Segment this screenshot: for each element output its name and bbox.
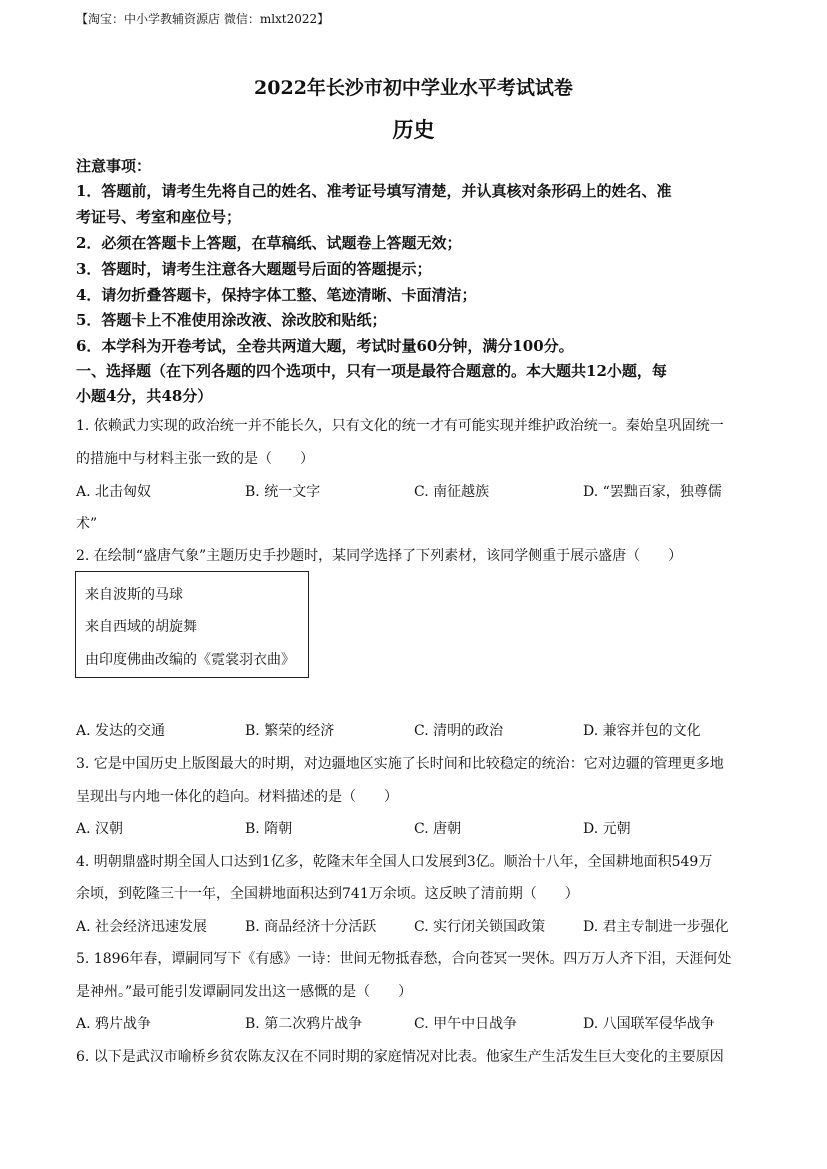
question-stem: 呈现出与内地一体化的趋向。材料描述的是（ ）: [76, 789, 398, 805]
material-item: 由印度佛曲改编的《霓裳羽衣曲》: [85, 652, 295, 668]
option-d: D. 八国联军侵华战争: [583, 1016, 715, 1032]
option-d: D. 兼容并包的文化: [583, 723, 701, 739]
notice-item: 3．答题时，请考生注意各大题题号后面的答题提示；: [76, 260, 432, 278]
question-stem: 1. 依赖武力实现的政治统一并不能长久，只有文化的统一才有可能实现并维护政治统一。秦始皇巩固统一: [76, 418, 724, 434]
question-stem: 5. 1896年春，谭嗣同写下《有感》一诗：世间无物抵春愁，合向苍冥一哭休。四万万人齐下泪，天涯何处: [76, 951, 732, 967]
notice-item: 1．答题前，请考生先将自己的姓名、准考证号填写清楚，并认真核对条形码上的姓名、准: [76, 182, 672, 200]
option-b: B. 第二次鸦片战争: [245, 1016, 363, 1032]
question-stem: 3. 它是中国历史上版图最大的时期，对边疆地区实施了长时间和比较稳定的统治：它对边疆的管理更多地: [76, 756, 724, 772]
option-c: C. 实行闭关锁国政策: [414, 919, 546, 935]
option-c: C. 清明的政治: [414, 723, 504, 739]
option-a: A. 鸦片战争: [76, 1016, 152, 1032]
material-box: [75, 571, 309, 678]
notice-item: 4．请勿折叠答题卡，保持字体工整、笔迹清晰、卡面清洁；: [76, 286, 477, 304]
option-a: A. 发达的交通: [76, 723, 166, 739]
option-b: B. 隋朝: [245, 821, 293, 837]
question-stem: 4. 明朝鼎盛时期全国人口达到1亿多，乾隆末年全国人口发展到3亿。顺治十八年，全国耕地面积549万: [76, 854, 713, 870]
option-b: B. 繁荣的经济: [245, 723, 335, 739]
question-stem: 2. 在绘制“盛唐气象”主题历史手抄题时，某同学选择了下列素材，该同学侧重于展示盛唐（ ）: [76, 548, 683, 564]
material-item: 来自波斯的马球: [85, 587, 183, 603]
question-stem: 的措施中与材料主张一致的是（ ）: [76, 451, 314, 467]
notice-heading: 注意事项：: [76, 157, 152, 175]
notice-item: 5．答题卡上不准使用涂改液、涂改胶和贴纸；: [76, 311, 387, 329]
subject-title: 历史: [392, 117, 435, 142]
notice-item: 6．本学科为开卷考试，全卷共两道大题，考试时量60分钟，满分100分。: [76, 337, 574, 355]
option-c: C. 甲午中日战争: [414, 1016, 518, 1032]
option-d-continued: 术”: [76, 516, 98, 532]
option-d: D. 君主专制进一步强化: [583, 919, 729, 935]
option-d: D. 元朝: [583, 821, 631, 837]
page-header: 【淘宝：中小学教辅资源店 微信：mlxt2022】: [76, 12, 330, 26]
option-b: B. 商品经济十分活跃: [245, 919, 377, 935]
option-a: A. 汉朝: [76, 821, 124, 837]
section-heading-cont: 小题4分，共48分）: [76, 387, 213, 405]
notice-item: 考证号、考室和座位号；: [76, 208, 242, 226]
notice-item: 2．必须在答题卡上答题，在草稿纸、试题卷上答题无效；: [76, 234, 462, 252]
material-item: 来自西域的胡旋舞: [85, 619, 197, 635]
option-c: C. 唐朝: [414, 821, 462, 837]
question-stem: 是神州。”最可能引发谭嗣同发出这一感慨的是（ ）: [76, 984, 413, 1000]
question-stem: 余顷，到乾隆三十一年，全国耕地面积达到741万余顷。这反映了清前期（ ）: [76, 886, 579, 902]
section-heading: 一、选择题（在下列各题的四个选项中，只有一项是最符合题意的。本大题共12小题，每: [76, 362, 667, 380]
option-a: A. 北击匈奴: [76, 484, 152, 500]
option-b: B. 统一文字: [245, 484, 321, 500]
option-c: C. 南征越族: [414, 484, 490, 500]
option-a: A. 社会经济迅速发展: [76, 919, 208, 935]
question-stem: 6. 以下是武汉市喻桥乡贫农陈友汉在不同时期的家庭情况对比表。他家生产生活发生巨大变化的主要原因: [76, 1049, 724, 1065]
option-d: D. “罢黜百家，独尊儒: [583, 484, 722, 500]
exam-title: 2022年长沙市初中学业水平考试试卷: [254, 77, 573, 99]
